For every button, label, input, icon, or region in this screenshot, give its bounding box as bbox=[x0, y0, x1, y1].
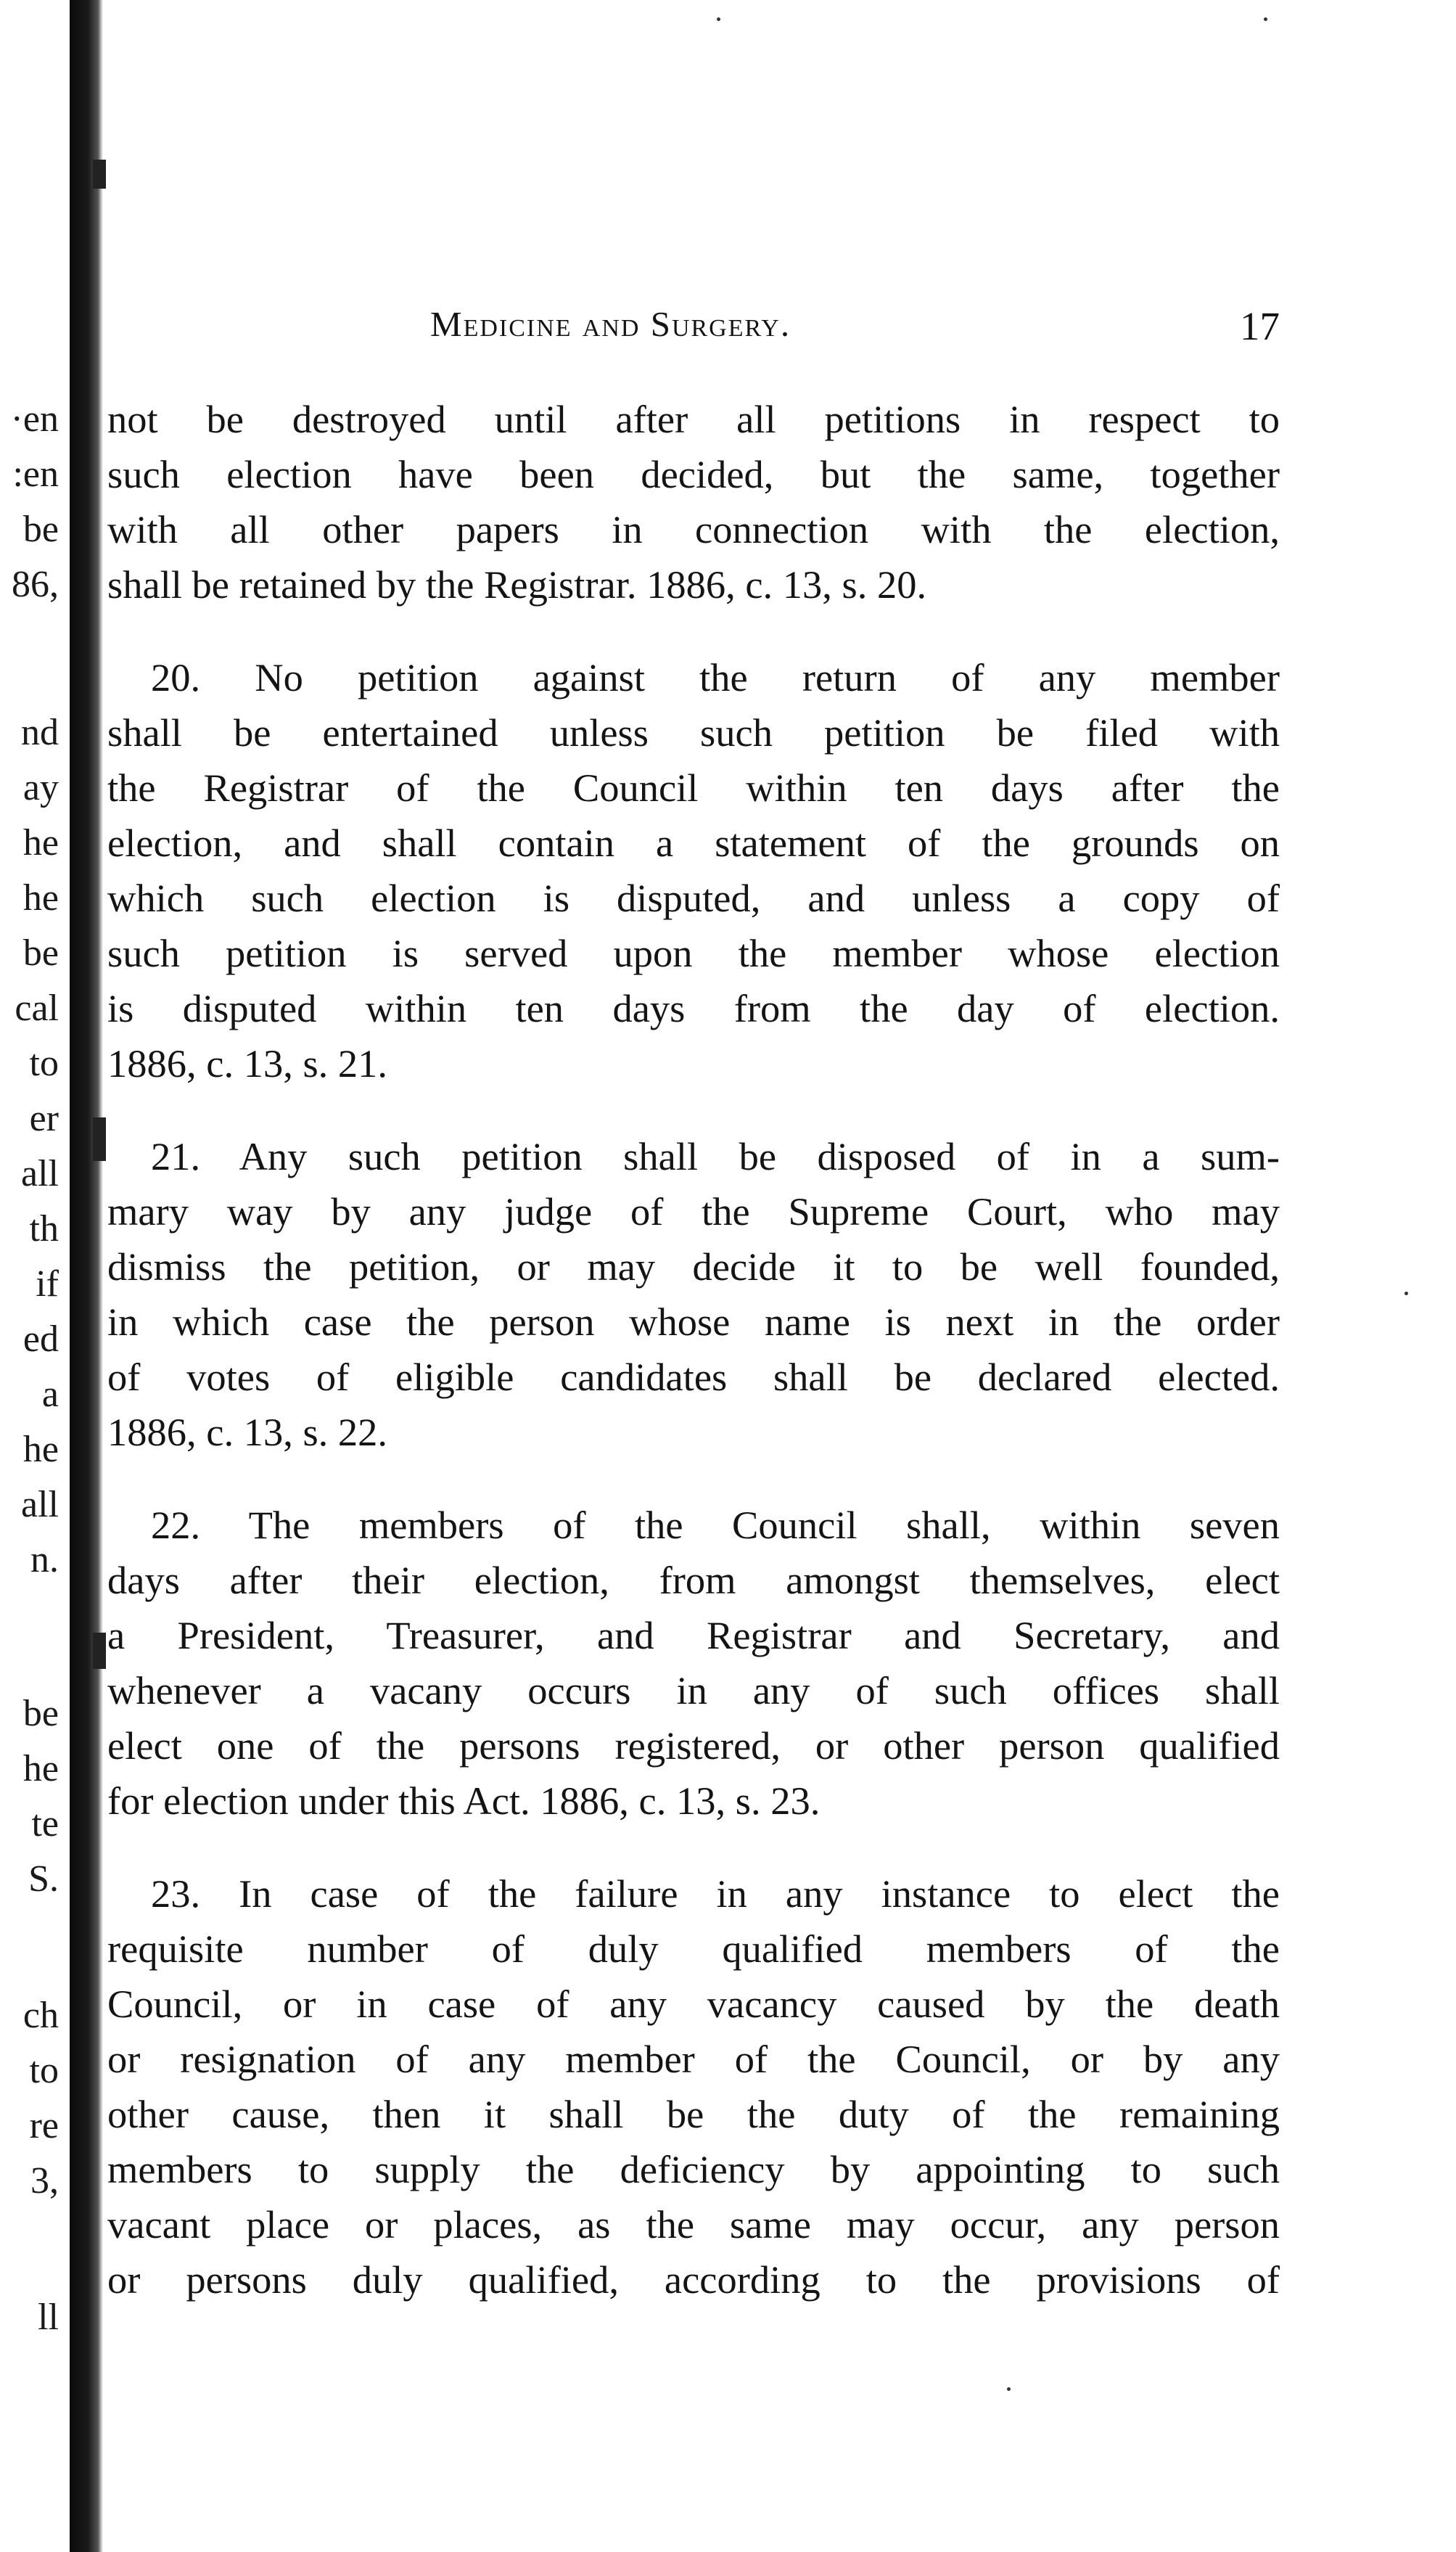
text-line: the Registrar of the Council within ten days after the bbox=[107, 766, 1280, 810]
text-line: for election under this Act. 1886, c. 13, s. 23. bbox=[107, 1778, 820, 1823]
left-fragment: ·en bbox=[10, 398, 59, 440]
text-line: with all other papers in connection with the election, bbox=[107, 507, 1280, 551]
text-line: such election have been decided, but the same, together bbox=[107, 452, 1280, 496]
binding-speck bbox=[93, 1633, 106, 1669]
left-fragment: to bbox=[29, 2050, 59, 2091]
text-line: whenever a vacany occurs in any of such offices shall bbox=[107, 1668, 1280, 1712]
text-line: or persons duly qualified, according to the provisions of bbox=[107, 2257, 1280, 2302]
left-fragment: re bbox=[29, 2105, 59, 2146]
paragraph-section-23 bbox=[107, 1866, 1280, 2307]
left-margin-fragments bbox=[0, 0, 69, 2552]
text-line: is disputed within ten days from the day of election. bbox=[107, 986, 1280, 1030]
left-fragment: he bbox=[22, 822, 59, 863]
text-line: not be destroyed until after all petitions in respect to bbox=[107, 397, 1280, 441]
left-fragment: to bbox=[29, 1043, 59, 1084]
text-line: other cause, then it shall be the duty of the remaining bbox=[107, 2092, 1280, 2136]
text-line: in which case the person whose name is next in the order bbox=[107, 1300, 1280, 1344]
text-line: 1886, c. 13, s. 22. bbox=[107, 1410, 388, 1454]
text-line: members to supply the deficiency by appointing to such bbox=[107, 2147, 1280, 2191]
text-line: mary way by any judge of the Supreme Court, who may bbox=[107, 1189, 1280, 1234]
left-fragment: all bbox=[21, 1153, 59, 1194]
left-fragment: ll bbox=[38, 2297, 59, 2338]
left-fragment: he bbox=[22, 1429, 59, 1470]
text-line: or resignation of any member of the Council, or by any bbox=[107, 2037, 1280, 2081]
left-fragment: te bbox=[31, 1803, 59, 1845]
text-line: election, and shall contain a statement of the grounds on bbox=[107, 821, 1280, 865]
left-fragment: nd bbox=[21, 712, 59, 753]
print-speck bbox=[1264, 17, 1267, 21]
text-line: shall be entertained unless such petition be filed with bbox=[107, 710, 1280, 755]
left-fragment: ed bbox=[22, 1318, 59, 1360]
left-fragment: all bbox=[21, 1484, 59, 1525]
left-fragment: be bbox=[22, 1693, 59, 1734]
left-fragment: :en bbox=[12, 454, 59, 495]
print-speck bbox=[1007, 2387, 1011, 2391]
left-fragment: S. bbox=[28, 1858, 59, 1900]
left-fragment: ch bbox=[22, 1995, 59, 2036]
binding-speck bbox=[93, 160, 106, 189]
paragraph-continuation bbox=[107, 392, 1280, 612]
page-binding-edge bbox=[70, 0, 103, 2552]
text-line: elect one of the persons registered, or other person qualified bbox=[107, 1723, 1280, 1768]
left-fragment: he bbox=[22, 1748, 59, 1789]
left-fragment: be bbox=[22, 932, 59, 974]
print-speck bbox=[1404, 1292, 1408, 1295]
page-body bbox=[107, 392, 1280, 2345]
text-line: which such election is disputed, and unless a copy of bbox=[107, 876, 1280, 920]
text-line: 1886, c. 13, s. 21. bbox=[107, 1041, 388, 1086]
left-fragment: he bbox=[22, 877, 59, 919]
text-line: vacant place or places, as the same may occur, any person bbox=[107, 2202, 1280, 2247]
paragraph-section-21 bbox=[107, 1129, 1280, 1460]
left-fragment: 3, bbox=[30, 2160, 59, 2202]
page-header bbox=[107, 303, 1280, 354]
left-fragment: n. bbox=[30, 1539, 59, 1580]
text-line: 22. The members of the Council shall, within seven bbox=[151, 1503, 1280, 1547]
left-fragment: ay bbox=[22, 767, 59, 808]
text-line: 20. No petition against the return of any member bbox=[151, 655, 1280, 699]
text-line: dismiss the petition, or may decide it to be well founded, bbox=[107, 1244, 1280, 1289]
running-head: Medicine and Surgery. bbox=[430, 304, 791, 344]
text-line: a President, Treasurer, and Registrar and Secretary, and bbox=[107, 1613, 1280, 1657]
text-line: such petition is served upon the member whose election bbox=[107, 931, 1280, 975]
text-line: requisite number of duly qualified members of the bbox=[107, 1927, 1280, 1971]
text-line: 21. Any such petition shall be disposed of in a sum- bbox=[151, 1134, 1280, 1178]
left-fragment: cal bbox=[15, 988, 59, 1029]
print-speck bbox=[717, 17, 720, 21]
text-line: Council, or in case of any vacancy caused by the death bbox=[107, 1982, 1280, 2026]
left-fragment: 86, bbox=[12, 564, 59, 605]
left-fragment: if bbox=[36, 1263, 59, 1305]
text-line: days after their election, from amongst themselves, elect bbox=[107, 1558, 1280, 1602]
paragraph-section-20 bbox=[107, 650, 1280, 1091]
left-fragment: th bbox=[29, 1208, 59, 1250]
left-fragment: er bbox=[29, 1098, 59, 1139]
text-line: 23. In case of the failure in any instance to elect the bbox=[151, 1871, 1280, 1916]
left-fragment: a bbox=[41, 1374, 59, 1415]
left-fragment: be bbox=[22, 509, 59, 550]
text-line: of votes of eligible candidates shall be declared elected. bbox=[107, 1355, 1280, 1399]
binding-speck bbox=[93, 1117, 106, 1161]
page-number: 17 bbox=[1240, 304, 1280, 348]
paragraph-section-22 bbox=[107, 1498, 1280, 1829]
text-line: shall be retained by the Registrar. 1886, c. 13, s. 20. bbox=[107, 562, 927, 607]
